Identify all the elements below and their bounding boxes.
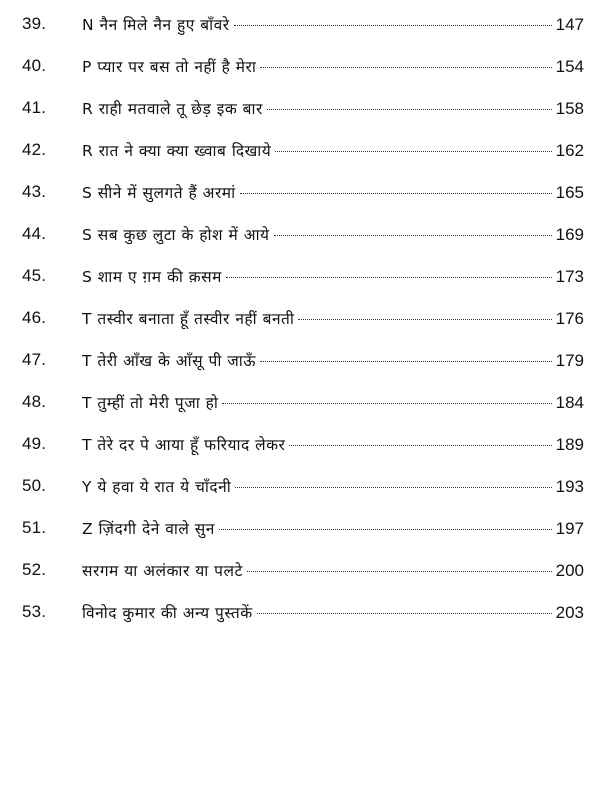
entry-page-number: 179 (555, 351, 584, 370)
entry-number: 42. (22, 140, 47, 159)
toc-entry (0, 297, 600, 339)
entry-title: T तस्वीर बनाता हूँ तस्वीर नहीं बनती (82, 310, 295, 328)
dot-leader (226, 277, 552, 278)
dot-leader (274, 235, 552, 236)
entry-number: 47. (22, 350, 47, 369)
entry-number: 45. (22, 266, 47, 285)
entry-number: 44. (22, 224, 47, 243)
entry-title: S सब कुछ लुटा के होश में आये (82, 226, 270, 244)
entry-number: 39. (22, 14, 47, 33)
entry-number: 52. (22, 560, 47, 579)
entry-title: Y ये हवा ये रात ये चाँदनी (82, 478, 232, 496)
entry-title: R रात ने क्या क्या ख्वाब दिखाये (82, 142, 272, 160)
dot-leader (219, 529, 552, 530)
entry-body (82, 601, 584, 623)
entry-page-number: 154 (555, 57, 584, 76)
entry-number: 43. (22, 182, 47, 201)
entry-title: T तुम्हीं तो मेरी पूजा हो (82, 394, 219, 412)
toc-entry (0, 507, 600, 549)
entry-page-number: 193 (555, 477, 584, 496)
dot-leader (289, 445, 551, 446)
dot-leader (234, 25, 552, 26)
entry-number: 48. (22, 392, 47, 411)
entry-page-number: 189 (555, 435, 584, 454)
entry-title: N नैन मिले नैन हुए बाँवरे (82, 16, 230, 34)
toc-entry (0, 213, 600, 255)
dot-leader (275, 151, 551, 152)
entry-title: P प्यार पर बस तो नहीं है मेरा (82, 58, 257, 76)
dot-leader (257, 613, 552, 614)
entry-body (82, 181, 584, 203)
toc-entry (0, 129, 600, 171)
entry-page-number: 184 (555, 393, 584, 412)
entry-page-number: 165 (555, 183, 584, 202)
entry-number: 46. (22, 308, 47, 327)
entry-page-number: 173 (555, 267, 584, 286)
entry-body (82, 517, 584, 539)
entry-page-number: 197 (555, 519, 584, 538)
entry-title: S सीने में सुलगते हैं अरमां (82, 184, 236, 202)
toc-entry (0, 87, 600, 129)
toc-entry (0, 381, 600, 423)
entry-body (82, 391, 584, 413)
entry-title: विनोद कुमार की अन्य पुस्तकें (82, 604, 253, 622)
entry-number: 41. (22, 98, 47, 117)
entry-page-number: 203 (555, 603, 584, 622)
dot-leader (222, 403, 551, 404)
entry-title: R राही मतवाले तू छेड़ इक बार (82, 100, 263, 118)
dot-leader (247, 571, 552, 572)
toc-entry (0, 3, 600, 45)
entry-body (82, 223, 584, 245)
toc-entry (0, 339, 600, 381)
entry-title: सरगम या अलंकार या पलटे (82, 562, 243, 580)
entry-body (82, 475, 584, 497)
entry-title: T तेरे दर पे आया हूँ फरियाद लेकर (82, 436, 286, 454)
entry-number: 49. (22, 434, 47, 453)
entry-title: Z ज़िंदगी देने वाले सुन (82, 520, 215, 538)
entry-title: T तेरी आँख के आँसू पी जाऊँ (82, 352, 256, 370)
entry-page-number: 162 (555, 141, 584, 160)
toc-entry (0, 171, 600, 213)
entry-body (82, 433, 584, 455)
toc-entry (0, 423, 600, 465)
entry-number: 50. (22, 476, 47, 495)
entry-page-number: 200 (555, 561, 584, 580)
entry-page-number: 176 (555, 309, 584, 328)
dot-leader (267, 109, 552, 110)
entry-body (82, 55, 584, 77)
entry-page-number: 147 (555, 15, 584, 34)
dot-leader (298, 319, 551, 320)
table-of-contents (0, 3, 600, 633)
toc-entry (0, 549, 600, 591)
entry-number: 40. (22, 56, 47, 75)
entry-body (82, 265, 584, 287)
entry-number: 51. (22, 518, 47, 537)
toc-entry (0, 465, 600, 507)
entry-number: 53. (22, 602, 47, 621)
entry-body (82, 349, 584, 371)
entry-body (82, 307, 584, 329)
entry-body (82, 13, 584, 35)
dot-leader (240, 193, 552, 194)
dot-leader (260, 67, 551, 68)
toc-entry (0, 45, 600, 87)
toc-entry (0, 255, 600, 297)
dot-leader (235, 487, 551, 488)
entry-body (82, 559, 584, 581)
toc-entry (0, 591, 600, 633)
entry-body (82, 97, 584, 119)
dot-leader (260, 361, 552, 362)
entry-page-number: 158 (555, 99, 584, 118)
entry-title: S शाम ए ग़म की क़सम (82, 268, 222, 286)
entry-body (82, 139, 584, 161)
entry-page-number: 169 (555, 225, 584, 244)
